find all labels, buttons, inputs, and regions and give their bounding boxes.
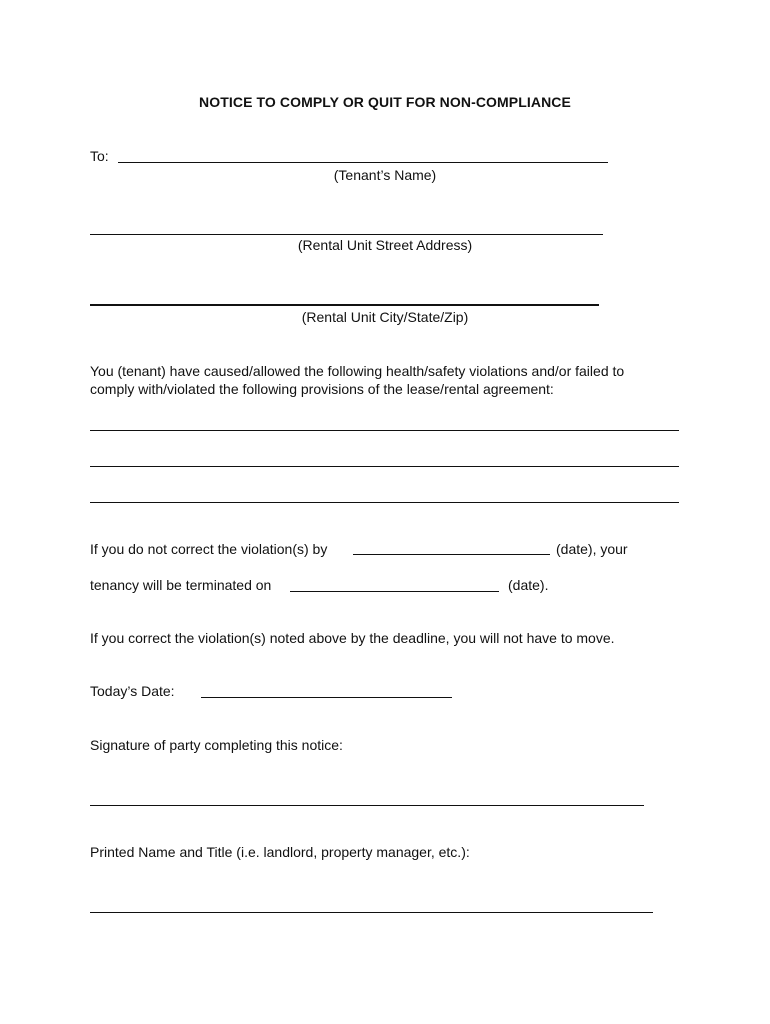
correct-by-prefix: If you do not correct the violation(s) by [90, 541, 328, 557]
terminate-prefix: tenancy will be terminated on [90, 577, 272, 593]
printed-name-line[interactable] [90, 912, 653, 913]
street-address-line[interactable] [90, 234, 603, 235]
violation-line-1[interactable] [90, 430, 679, 431]
to-label: To: [90, 148, 109, 164]
signature-line[interactable] [90, 805, 644, 806]
violation-text-line1: You (tenant) have caused/allowed the following health/safety violations and/or failed to [90, 363, 625, 379]
document-title: NOTICE TO COMPLY OR QUIT FOR NON-COMPLIANCE [199, 94, 571, 110]
todays-date-label: Today’s Date: [90, 683, 175, 699]
termination-date-line[interactable] [290, 591, 499, 592]
violation-text-line2: comply with/violated the following provisions of the lease/rental agreement: [90, 381, 554, 397]
violation-line-2[interactable] [90, 466, 679, 467]
correct-by-date-line[interactable] [353, 554, 550, 555]
street-address-caption: (Rental Unit Street Address) [297, 237, 473, 253]
city-state-zip-caption: (Rental Unit City/State/Zip) [301, 309, 469, 325]
printed-name-label: Printed Name and Title (i.e. landlord, property manager, etc.): [90, 844, 470, 860]
no-move-text: If you correct the violation(s) noted above by the deadline, you will not have to move. [90, 630, 615, 646]
tenant-name-line[interactable] [118, 162, 608, 163]
city-state-zip-line[interactable] [90, 304, 599, 306]
correct-by-suffix: (date), your [556, 541, 628, 557]
signature-label: Signature of party completing this notice: [90, 737, 343, 753]
tenant-name-caption: (Tenant’s Name) [333, 167, 437, 183]
violation-line-3[interactable] [90, 502, 679, 503]
terminate-suffix: (date). [508, 577, 549, 593]
todays-date-line[interactable] [201, 697, 452, 698]
